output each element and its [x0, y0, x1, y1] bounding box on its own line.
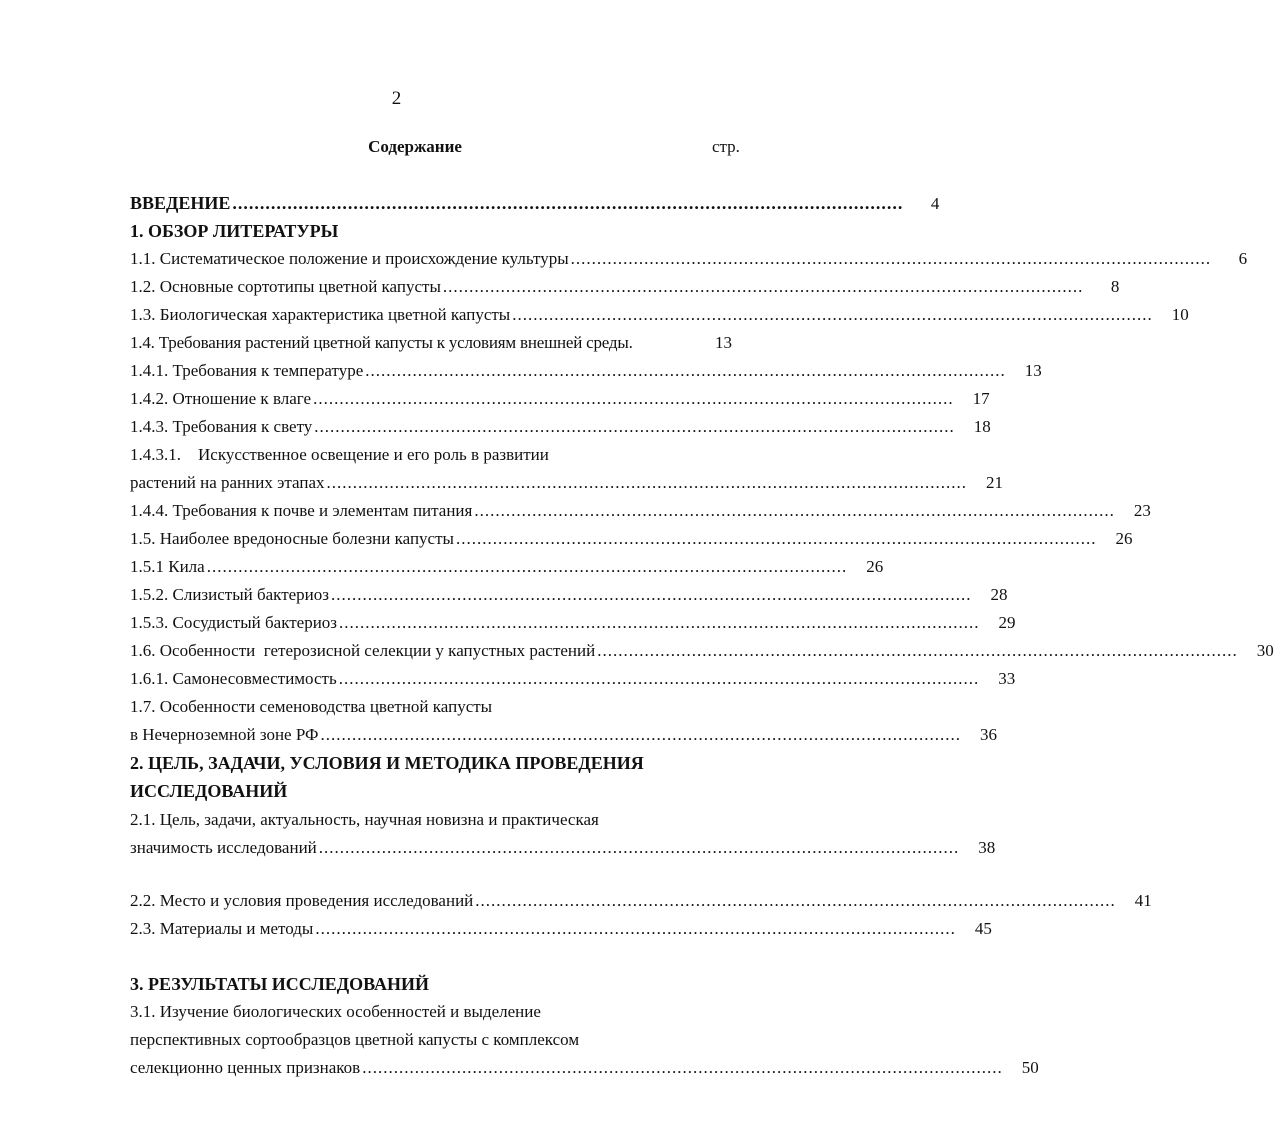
toc-entry-1-7[interactable]	[130, 725, 997, 745]
toc-entry-title: 1.4.2. Отношение к влаге	[130, 389, 312, 408]
toc-entry-page: 10	[1171, 305, 1189, 324]
toc-entry-title: 1.4. Требования растений цветной капусты к условиям внешней среды.	[130, 333, 633, 352]
toc-entry-page: 13	[1024, 361, 1042, 380]
dot-leader: ..........................................................................................................................	[315, 919, 956, 938]
toc-entry-title: значимость исследований	[130, 838, 317, 857]
toc-entry-title: 2.3. Материалы и методы	[130, 919, 314, 938]
dot-leader: ..........................................................................................................................	[206, 557, 848, 576]
toc-entry-page: 45	[974, 919, 992, 938]
toc-entry-title: 1.4.3. Требования к свету	[130, 417, 313, 436]
page-column-label: стр.	[712, 137, 740, 156]
toc-entry-title: 1.1. Систематическое положение и происхождение культуры	[130, 249, 569, 268]
dot-leader: ..........................................................................................................................	[455, 529, 1097, 548]
toc-entry-1-4-3[interactable]	[130, 417, 991, 437]
dot-leader: ..........................................................................................................................	[362, 1058, 1003, 1077]
dot-leader: ..........................................................................................................................	[314, 417, 955, 436]
dot-leader: ..........................................................................................................................	[339, 613, 980, 632]
toc-entry-title: 1.4.4. Требования к почве и элементам питания	[130, 501, 473, 520]
toc-entry-3-1[interactable]	[130, 1058, 1039, 1078]
toc-entry-page: 18	[973, 417, 991, 436]
dot-leader: ..........................................................................................................................	[475, 891, 1116, 910]
toc-entry-title: 1.6. Особенности гетерозисной селекции у капустных растений	[130, 641, 596, 660]
toc-entry-page: 28	[990, 585, 1008, 604]
toc-entry-page: 4	[930, 194, 940, 213]
dot-leader: ..........................................................................................................................	[365, 361, 1006, 380]
toc-entry-1-4[interactable]	[130, 333, 732, 353]
dot-leader: ..........................................................................................................................	[442, 277, 1084, 296]
toc-entry-page: 50	[1021, 1058, 1039, 1077]
toc-entry-page: 23	[1133, 501, 1151, 520]
toc-entry-page: 26	[866, 557, 884, 576]
toc-entry-page: 41	[1134, 891, 1152, 910]
toc-entry-title: селекционно ценных признаков	[130, 1058, 361, 1077]
toc-entry-3-1-line1[interactable]: 3.1. Изучение биологических особенностей и выделение	[130, 1002, 541, 1021]
toc-entry-page: 6	[1238, 249, 1248, 268]
toc-entry-title: 1.5.3. Сосудистый бактериоз	[130, 613, 338, 632]
toc-entry-1-6-1[interactable]	[130, 669, 1016, 689]
toc-section-3[interactable]: 3. РЕЗУЛЬТАТЫ ИССЛЕДОВАНИЙ	[130, 974, 430, 994]
toc-entry-title: 2.2. Место и условия проведения исследований	[130, 891, 474, 910]
dot-leader: ..........................................................................................................................	[512, 305, 1153, 324]
toc-entry-1-5[interactable]	[130, 529, 1133, 549]
toc-entry-page: 36	[979, 725, 997, 744]
toc-entry-1-4-4[interactable]	[130, 501, 1151, 521]
toc-entry-title: 1.2. Основные сортотипы цветной капусты	[130, 277, 441, 296]
toc-entry-page: 8	[1110, 277, 1120, 296]
toc-entry-1-2[interactable]	[130, 277, 1120, 297]
toc-entry-page: 38	[978, 838, 996, 857]
dot-leader: ..........................................................................................................................	[318, 838, 960, 857]
toc-entry-1-5-1[interactable]	[130, 557, 884, 577]
toc-entry-title: растений на ранних этапах	[130, 473, 325, 492]
toc-entry-title: ВВЕДЕНИЕ	[130, 193, 231, 213]
dot-leader: ..........................................................................................................................	[232, 193, 904, 213]
dot-leader: ..........................................................................................................................	[338, 669, 980, 688]
toc-entry-1-4-3-1[interactable]	[130, 473, 1003, 493]
dot-leader: ..........................................................................................................................	[570, 249, 1212, 268]
dot-leader: ..........................................................................................................................	[474, 501, 1115, 520]
toc-entry-title: 1.5. Наиболее вредоносные болезни капусты	[130, 529, 454, 548]
toc-entry-2-1[interactable]	[130, 838, 996, 858]
toc-entry-1-4-3-1-line1[interactable]: 1.4.3.1. Искусственное освещение и его роль в развитии	[130, 445, 549, 464]
toc-entry-1-4-1[interactable]	[130, 361, 1042, 381]
toc-entry-title: 1.5.2. Слизистый бактериоз	[130, 585, 329, 604]
toc-entry-title: 1.3. Биологическая характеристика цветной капусты	[130, 305, 511, 324]
toc-entry-1-5-3[interactable]	[130, 613, 1016, 633]
toc-entry-title: 1.5.1 Кила	[130, 557, 205, 576]
toc-entry-page: 33	[998, 669, 1016, 688]
dot-leader: ..........................................................................................................................	[326, 473, 967, 492]
toc-entry-page: 13	[715, 333, 732, 352]
toc-section-2-line1[interactable]: 2. ЦЕЛЬ, ЗАДАЧИ, УСЛОВИЯ И МЕТОДИКА ПРОВЕДЕНИЯ	[130, 753, 644, 773]
toc-entry-1-5-2[interactable]	[130, 585, 1008, 605]
dot-leader: ..........................................................................................................................	[313, 389, 954, 408]
toc-entry-1-1[interactable]	[130, 249, 1248, 269]
toc-entry-title: 1.4.1. Требования к температуре	[130, 361, 364, 380]
dot-leader: ..........................................................................................................................	[597, 641, 1238, 660]
toc-section-2-line2[interactable]: ИССЛЕДОВАНИЙ	[130, 781, 288, 801]
toc-entry-page: 17	[972, 389, 990, 408]
toc-entry-2-1-line1[interactable]: 2.1. Цель, задачи, актуальность, научная новизна и практическая	[130, 810, 599, 829]
toc-section-1[interactable]: 1. ОБЗОР ЛИТЕРАТУРЫ	[130, 221, 339, 241]
toc-entry-title: в Нечерноземной зоне РФ	[130, 725, 319, 744]
toc-entry-page: 29	[998, 613, 1016, 632]
toc-entry-3-1-line2[interactable]: перспективных сортообразцов цветной капусты с комплексом	[130, 1030, 580, 1049]
page-number: 2	[391, 88, 402, 109]
toc-entry-intro[interactable]	[130, 193, 940, 214]
toc-entry-1-6[interactable]	[130, 641, 1274, 661]
toc-entry-page: 30	[1256, 641, 1274, 660]
toc-entry-2-2[interactable]	[130, 891, 1152, 911]
toc-entry-1-4-2[interactable]	[130, 389, 990, 409]
toc-entry-title: 1.6.1. Самонесовместимость	[130, 669, 337, 688]
dot-leader: ..........................................................................................................................	[320, 725, 961, 744]
toc-title: Содержание	[368, 137, 462, 156]
toc-entry-1-7-line1[interactable]: 1.7. Особенности семеноводства цветной капусты	[130, 697, 493, 716]
dot-leader: ..........................................................................................................................	[331, 585, 972, 604]
toc-entry-1-3[interactable]	[130, 305, 1189, 325]
toc-entry-page: 21	[986, 473, 1003, 492]
toc-entry-2-3[interactable]	[130, 919, 992, 939]
toc-entry-page: 26	[1115, 529, 1133, 548]
